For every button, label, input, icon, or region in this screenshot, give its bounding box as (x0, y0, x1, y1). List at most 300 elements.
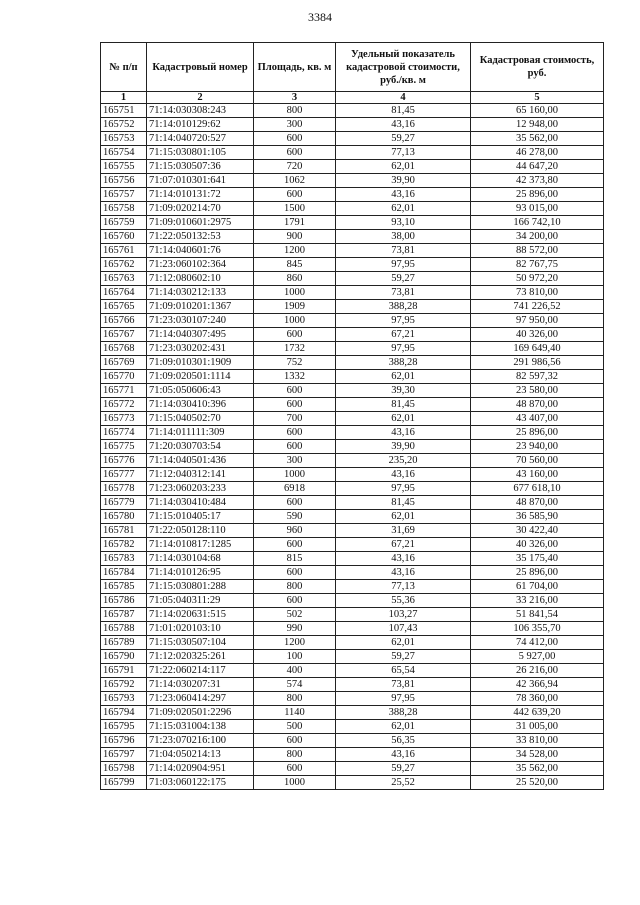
area-cell: 1140 (254, 706, 336, 720)
area-cell: 1000 (254, 776, 336, 790)
table-row (101, 734, 604, 748)
table-row (101, 216, 604, 230)
area-cell: 100 (254, 650, 336, 664)
unit-value-cell: 388,28 (336, 356, 471, 370)
column-number: 1 (101, 92, 147, 104)
row-number-cell: 165799 (101, 776, 147, 790)
row-number-cell: 165767 (101, 328, 147, 342)
cadastral-cost-cell: 166 742,10 (471, 216, 604, 230)
unit-value-cell: 43,16 (336, 188, 471, 202)
table-row (101, 706, 604, 720)
cadastral-cost-cell: 291 986,56 (471, 356, 604, 370)
cadastral-cost-cell: 741 226,52 (471, 300, 604, 314)
unit-value-cell: 43,16 (336, 468, 471, 482)
table-row (101, 384, 604, 398)
row-number-cell: 165778 (101, 482, 147, 496)
table-row (101, 538, 604, 552)
cadastral-number-cell: 71:12:040312:141 (147, 468, 254, 482)
row-number-cell: 165755 (101, 160, 147, 174)
row-number-cell: 165781 (101, 524, 147, 538)
area-cell: 800 (254, 580, 336, 594)
unit-value-cell: 67,21 (336, 538, 471, 552)
row-number-cell: 165769 (101, 356, 147, 370)
row-number-cell: 165796 (101, 734, 147, 748)
table-row (101, 594, 604, 608)
row-number-cell: 165772 (101, 398, 147, 412)
row-number-cell: 165771 (101, 384, 147, 398)
unit-value-cell: 73,81 (336, 244, 471, 258)
row-number-cell: 165753 (101, 132, 147, 146)
cadastral-number-cell: 71:15:030801:288 (147, 580, 254, 594)
cadastral-cost-cell: 48 870,00 (471, 398, 604, 412)
area-cell: 600 (254, 594, 336, 608)
row-number-cell: 165752 (101, 118, 147, 132)
unit-value-cell: 38,00 (336, 230, 471, 244)
cadastral-number-cell: 71:14:040601:76 (147, 244, 254, 258)
unit-value-cell: 59,27 (336, 272, 471, 286)
unit-value-cell: 81,45 (336, 104, 471, 118)
column-number-row (101, 92, 604, 104)
cadastral-number-cell: 71:22:050132:53 (147, 230, 254, 244)
unit-value-cell: 388,28 (336, 300, 471, 314)
table-row (101, 552, 604, 566)
table-row (101, 328, 604, 342)
table-body (101, 104, 604, 790)
area-cell: 600 (254, 426, 336, 440)
cadastral-cost-cell: 34 528,00 (471, 748, 604, 762)
table-header-row (101, 43, 604, 92)
table-row (101, 188, 604, 202)
table-row (101, 146, 604, 160)
cadastral-number-cell: 71:15:031004:138 (147, 720, 254, 734)
area-cell: 1000 (254, 286, 336, 300)
table-row (101, 664, 604, 678)
cadastral-cost-cell: 169 649,40 (471, 342, 604, 356)
table-row (101, 776, 604, 790)
cadastral-number-cell: 71:14:010131:72 (147, 188, 254, 202)
unit-value-cell: 62,01 (336, 370, 471, 384)
unit-value-cell: 62,01 (336, 412, 471, 426)
table-row (101, 468, 604, 482)
unit-value-cell: 97,95 (336, 258, 471, 272)
row-number-cell: 165777 (101, 468, 147, 482)
unit-value-cell: 97,95 (336, 342, 471, 356)
cadastral-number-cell: 71:14:030410:396 (147, 398, 254, 412)
unit-value-cell: 43,16 (336, 118, 471, 132)
cadastral-cost-cell: 88 572,00 (471, 244, 604, 258)
area-cell: 6918 (254, 482, 336, 496)
cadastral-number-cell: 71:22:050128:110 (147, 524, 254, 538)
header-row-number: № п/п (101, 43, 147, 92)
cadastral-number-cell: 71:23:030107:240 (147, 314, 254, 328)
cadastral-cost-cell: 93 015,00 (471, 202, 604, 216)
unit-value-cell: 235,20 (336, 454, 471, 468)
area-cell: 300 (254, 118, 336, 132)
area-cell: 720 (254, 160, 336, 174)
unit-value-cell: 97,95 (336, 692, 471, 706)
row-number-cell: 165768 (101, 342, 147, 356)
table-row (101, 342, 604, 356)
cadastral-number-cell: 71:07:010301:641 (147, 174, 254, 188)
area-cell: 600 (254, 384, 336, 398)
table-row (101, 412, 604, 426)
cadastral-number-cell: 71:14:030207:31 (147, 678, 254, 692)
cadastral-number-cell: 71:12:020325:261 (147, 650, 254, 664)
unit-value-cell: 67,21 (336, 328, 471, 342)
table-row (101, 510, 604, 524)
row-number-cell: 165762 (101, 258, 147, 272)
area-cell: 900 (254, 230, 336, 244)
area-cell: 1332 (254, 370, 336, 384)
area-cell: 1200 (254, 636, 336, 650)
cadastral-number-cell: 71:05:040311:29 (147, 594, 254, 608)
area-cell: 574 (254, 678, 336, 692)
table-row (101, 258, 604, 272)
cadastral-number-cell: 71:15:040502:70 (147, 412, 254, 426)
cadastral-number-cell: 71:15:030507:36 (147, 160, 254, 174)
cadastral-number-cell: 71:15:030507:104 (147, 636, 254, 650)
table-row (101, 300, 604, 314)
table-row (101, 286, 604, 300)
table-row (101, 132, 604, 146)
cadastral-number-cell: 71:14:020631:515 (147, 608, 254, 622)
area-cell: 845 (254, 258, 336, 272)
table-row (101, 748, 604, 762)
row-number-cell: 165776 (101, 454, 147, 468)
row-number-cell: 165770 (101, 370, 147, 384)
cadastral-cost-cell: 31 005,00 (471, 720, 604, 734)
table-row (101, 566, 604, 580)
cadastral-cost-cell: 48 870,00 (471, 496, 604, 510)
unit-value-cell: 62,01 (336, 720, 471, 734)
cadastral-cost-cell: 82 767,75 (471, 258, 604, 272)
area-cell: 960 (254, 524, 336, 538)
table-row (101, 426, 604, 440)
table-row (101, 174, 604, 188)
row-number-cell: 165795 (101, 720, 147, 734)
cadastral-number-cell: 71:14:040307:495 (147, 328, 254, 342)
row-number-cell: 165782 (101, 538, 147, 552)
table-row (101, 678, 604, 692)
unit-value-cell: 62,01 (336, 202, 471, 216)
header-cadastral-number: Кадастровый номер (147, 43, 254, 92)
cadastral-number-cell: 71:15:030801:105 (147, 146, 254, 160)
cadastral-number-cell: 71:14:030212:133 (147, 286, 254, 300)
cadastral-cost-cell: 12 948,00 (471, 118, 604, 132)
cadastral-cost-cell: 40 326,00 (471, 328, 604, 342)
table-row (101, 762, 604, 776)
cadastral-number-cell: 71:14:040501:436 (147, 454, 254, 468)
cadastral-number-cell: 71:05:050606:43 (147, 384, 254, 398)
cadastral-cost-cell: 35 175,40 (471, 552, 604, 566)
area-cell: 1000 (254, 468, 336, 482)
unit-value-cell: 93,10 (336, 216, 471, 230)
cadastral-number-cell: 71:01:020103:10 (147, 622, 254, 636)
unit-value-cell: 31,69 (336, 524, 471, 538)
cadastral-cost-cell: 23 580,00 (471, 384, 604, 398)
cadastral-value-table (100, 42, 604, 790)
unit-value-cell: 62,01 (336, 510, 471, 524)
row-number-cell: 165760 (101, 230, 147, 244)
table-row (101, 524, 604, 538)
row-number-cell: 165798 (101, 762, 147, 776)
row-number-cell: 165785 (101, 580, 147, 594)
unit-value-cell: 55,36 (336, 594, 471, 608)
cadastral-number-cell: 71:14:030308:243 (147, 104, 254, 118)
column-number: 4 (336, 92, 471, 104)
table-row (101, 440, 604, 454)
cadastral-number-cell: 71:22:060214:117 (147, 664, 254, 678)
row-number-cell: 165790 (101, 650, 147, 664)
area-cell: 860 (254, 272, 336, 286)
row-number-cell: 165763 (101, 272, 147, 286)
unit-value-cell: 43,16 (336, 552, 471, 566)
row-number-cell: 165766 (101, 314, 147, 328)
table-row (101, 650, 604, 664)
cadastral-cost-cell: 30 422,40 (471, 524, 604, 538)
cadastral-cost-cell: 5 927,00 (471, 650, 604, 664)
unit-value-cell: 81,45 (336, 496, 471, 510)
area-cell: 1909 (254, 300, 336, 314)
table-row (101, 104, 604, 118)
row-number-cell: 165775 (101, 440, 147, 454)
row-number-cell: 165764 (101, 286, 147, 300)
area-cell: 600 (254, 538, 336, 552)
cadastral-number-cell: 71:14:011111:309 (147, 426, 254, 440)
cadastral-number-cell: 71:03:060122:175 (147, 776, 254, 790)
cadastral-number-cell: 71:14:010817:1285 (147, 538, 254, 552)
table-row (101, 244, 604, 258)
cadastral-cost-cell: 42 373,80 (471, 174, 604, 188)
table-row (101, 202, 604, 216)
unit-value-cell: 62,01 (336, 160, 471, 174)
area-cell: 1200 (254, 244, 336, 258)
cadastral-cost-cell: 34 200,00 (471, 230, 604, 244)
cadastral-cost-cell: 82 597,32 (471, 370, 604, 384)
cadastral-number-cell: 71:12:080602:10 (147, 272, 254, 286)
row-number-cell: 165765 (101, 300, 147, 314)
area-cell: 590 (254, 510, 336, 524)
unit-value-cell: 43,16 (336, 566, 471, 580)
area-cell: 700 (254, 412, 336, 426)
table-row (101, 314, 604, 328)
row-number-cell: 165756 (101, 174, 147, 188)
unit-value-cell: 65,54 (336, 664, 471, 678)
unit-value-cell: 97,95 (336, 482, 471, 496)
area-cell: 600 (254, 188, 336, 202)
unit-value-cell: 59,27 (336, 650, 471, 664)
unit-value-cell: 73,81 (336, 678, 471, 692)
table-row (101, 608, 604, 622)
cadastral-number-cell: 71:09:020501:2296 (147, 706, 254, 720)
cadastral-cost-cell: 73 810,00 (471, 286, 604, 300)
area-cell: 1791 (254, 216, 336, 230)
cadastral-cost-cell: 50 972,20 (471, 272, 604, 286)
row-number-cell: 165758 (101, 202, 147, 216)
cadastral-cost-cell: 35 562,00 (471, 762, 604, 776)
area-cell: 800 (254, 692, 336, 706)
cadastral-number-cell: 71:23:030202:431 (147, 342, 254, 356)
cadastral-number-cell: 71:14:020904:951 (147, 762, 254, 776)
cadastral-cost-cell: 106 355,70 (471, 622, 604, 636)
cadastral-cost-cell: 25 896,00 (471, 188, 604, 202)
cadastral-number-cell: 71:23:060414:297 (147, 692, 254, 706)
area-cell: 600 (254, 734, 336, 748)
row-number-cell: 165794 (101, 706, 147, 720)
unit-value-cell: 43,16 (336, 426, 471, 440)
unit-value-cell: 59,27 (336, 762, 471, 776)
cadastral-cost-cell: 33 810,00 (471, 734, 604, 748)
cadastral-number-cell: 71:09:020501:1114 (147, 370, 254, 384)
row-number-cell: 165788 (101, 622, 147, 636)
area-cell: 600 (254, 440, 336, 454)
area-cell: 600 (254, 132, 336, 146)
cadastral-cost-cell: 42 366,94 (471, 678, 604, 692)
cadastral-cost-cell: 25 896,00 (471, 566, 604, 580)
area-cell: 600 (254, 146, 336, 160)
unit-value-cell: 39,90 (336, 174, 471, 188)
unit-value-cell: 56,35 (336, 734, 471, 748)
unit-value-cell: 107,43 (336, 622, 471, 636)
area-cell: 1732 (254, 342, 336, 356)
cadastral-number-cell: 71:15:010405:17 (147, 510, 254, 524)
area-cell: 500 (254, 720, 336, 734)
unit-value-cell: 43,16 (336, 748, 471, 762)
page-number: 3384 (308, 10, 332, 24)
row-number-cell: 165792 (101, 678, 147, 692)
cadastral-number-cell: 71:14:030410:484 (147, 496, 254, 510)
cadastral-number-cell: 71:23:060203:233 (147, 482, 254, 496)
cadastral-cost-cell: 43 407,00 (471, 412, 604, 426)
cadastral-cost-cell: 44 647,20 (471, 160, 604, 174)
table-row (101, 580, 604, 594)
cadastral-number-cell: 71:14:010126:95 (147, 566, 254, 580)
cadastral-cost-cell: 25 520,00 (471, 776, 604, 790)
table-row (101, 370, 604, 384)
row-number-cell: 165786 (101, 594, 147, 608)
table-row (101, 272, 604, 286)
cadastral-number-cell: 71:20:030703:54 (147, 440, 254, 454)
column-number: 5 (471, 92, 604, 104)
table-row (101, 636, 604, 650)
cadastral-number-cell: 71:23:060102:364 (147, 258, 254, 272)
unit-value-cell: 62,01 (336, 636, 471, 650)
table-row (101, 398, 604, 412)
unit-value-cell: 73,81 (336, 286, 471, 300)
table-row (101, 454, 604, 468)
cadastral-cost-cell: 26 216,00 (471, 664, 604, 678)
area-cell: 600 (254, 398, 336, 412)
row-number-cell: 165783 (101, 552, 147, 566)
table-row (101, 356, 604, 370)
table-row (101, 118, 604, 132)
area-cell: 800 (254, 748, 336, 762)
column-number: 2 (147, 92, 254, 104)
area-cell: 815 (254, 552, 336, 566)
table-row (101, 622, 604, 636)
table-row (101, 720, 604, 734)
cadastral-cost-cell: 36 585,90 (471, 510, 604, 524)
cadastral-number-cell: 71:09:010601:2975 (147, 216, 254, 230)
area-cell: 800 (254, 104, 336, 118)
cadastral-number-cell: 71:14:040720:527 (147, 132, 254, 146)
cadastral-number-cell: 71:09:010201:1367 (147, 300, 254, 314)
unit-value-cell: 39,90 (336, 440, 471, 454)
area-cell: 600 (254, 762, 336, 776)
unit-value-cell: 77,13 (336, 146, 471, 160)
area-cell: 600 (254, 496, 336, 510)
unit-value-cell: 388,28 (336, 706, 471, 720)
table-row (101, 692, 604, 706)
row-number-cell: 165784 (101, 566, 147, 580)
cadastral-number-cell: 71:23:070216:100 (147, 734, 254, 748)
header-cadastral-cost: Кадастровая стоимость, руб. (471, 43, 604, 92)
cadastral-cost-cell: 43 160,00 (471, 468, 604, 482)
area-cell: 752 (254, 356, 336, 370)
cadastral-cost-cell: 677 618,10 (471, 482, 604, 496)
area-cell: 600 (254, 328, 336, 342)
table-row (101, 482, 604, 496)
row-number-cell: 165757 (101, 188, 147, 202)
row-number-cell: 165774 (101, 426, 147, 440)
cadastral-number-cell: 71:09:010301:1909 (147, 356, 254, 370)
header-area: Площадь, кв. м (254, 43, 336, 92)
cadastral-number-cell: 71:09:020214:70 (147, 202, 254, 216)
area-cell: 990 (254, 622, 336, 636)
cadastral-number-cell: 71:04:050214:13 (147, 748, 254, 762)
area-cell: 1500 (254, 202, 336, 216)
area-cell: 1062 (254, 174, 336, 188)
unit-value-cell: 25,52 (336, 776, 471, 790)
cadastral-cost-cell: 23 940,00 (471, 440, 604, 454)
table-row (101, 496, 604, 510)
unit-value-cell: 39,30 (336, 384, 471, 398)
row-number-cell: 165751 (101, 104, 147, 118)
cadastral-cost-cell: 51 841,54 (471, 608, 604, 622)
cadastral-cost-cell: 40 326,00 (471, 538, 604, 552)
cadastral-cost-cell: 74 412,00 (471, 636, 604, 650)
row-number-cell: 165791 (101, 664, 147, 678)
cadastral-number-cell: 71:14:030104:68 (147, 552, 254, 566)
row-number-cell: 165773 (101, 412, 147, 426)
area-cell: 600 (254, 566, 336, 580)
cadastral-cost-cell: 442 639,20 (471, 706, 604, 720)
area-cell: 502 (254, 608, 336, 622)
cadastral-cost-cell: 70 560,00 (471, 454, 604, 468)
table-row (101, 230, 604, 244)
cadastral-cost-cell: 35 562,00 (471, 132, 604, 146)
cadastral-cost-cell: 46 278,00 (471, 146, 604, 160)
cadastral-cost-cell: 61 704,00 (471, 580, 604, 594)
row-number-cell: 165787 (101, 608, 147, 622)
row-number-cell: 165759 (101, 216, 147, 230)
row-number-cell: 165789 (101, 636, 147, 650)
area-cell: 400 (254, 664, 336, 678)
table-row (101, 160, 604, 174)
cadastral-cost-cell: 25 896,00 (471, 426, 604, 440)
row-number-cell: 165780 (101, 510, 147, 524)
unit-value-cell: 81,45 (336, 398, 471, 412)
cadastral-cost-cell: 65 160,00 (471, 104, 604, 118)
row-number-cell: 165793 (101, 692, 147, 706)
row-number-cell: 165779 (101, 496, 147, 510)
unit-value-cell: 97,95 (336, 314, 471, 328)
header-unit-value: Удельный показатель кадастровой стоимости, руб./кв. м (336, 43, 471, 92)
cadastral-cost-cell: 78 360,00 (471, 692, 604, 706)
column-number: 3 (254, 92, 336, 104)
unit-value-cell: 103,27 (336, 608, 471, 622)
cadastral-cost-cell: 97 950,00 (471, 314, 604, 328)
